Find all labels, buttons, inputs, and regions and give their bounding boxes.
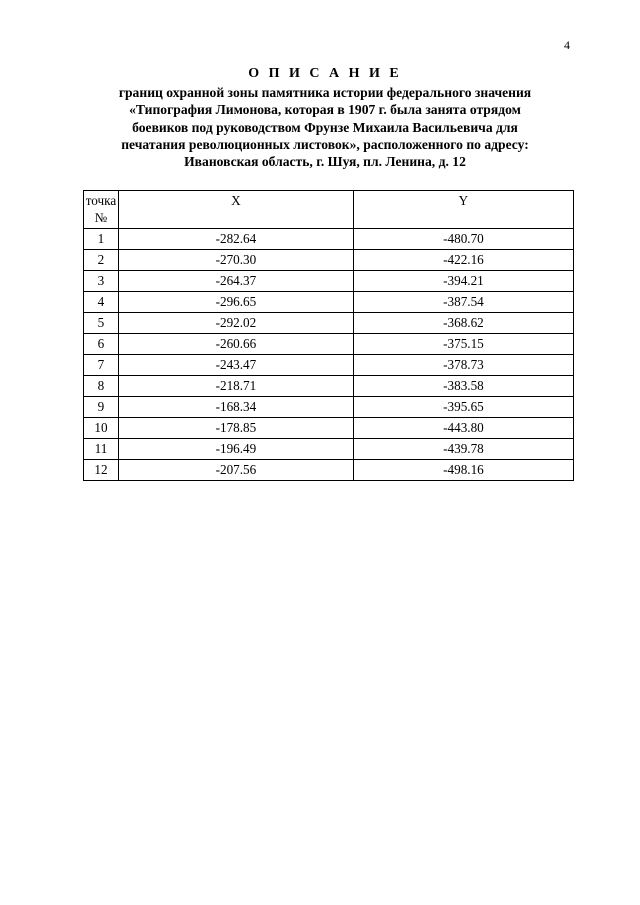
x-cell: -168.34 (118, 397, 353, 418)
point-cell: 5 (84, 313, 119, 334)
point-cell: 4 (84, 292, 119, 313)
y-cell: -480.70 (353, 229, 573, 250)
y-cell: -395.65 (353, 397, 573, 418)
table-row (84, 439, 574, 460)
point-cell: 6 (84, 334, 119, 355)
table-row (84, 271, 574, 292)
document-title: О П И С А Н И Е (248, 66, 402, 81)
y-cell: -439.78 (353, 439, 573, 460)
heading-line: боевиков под руководством Фрунзе Михаила Васильевича для (132, 119, 518, 135)
point-cell: 3 (84, 271, 119, 292)
point-cell: 12 (84, 460, 119, 481)
point-cell: 7 (84, 355, 119, 376)
table-row (84, 376, 574, 397)
x-column-header: X (118, 191, 353, 229)
table-header-row (84, 191, 574, 229)
point-column-header (84, 191, 119, 229)
coordinates-table (83, 190, 574, 481)
y-cell: -394.21 (353, 271, 573, 292)
point-cell: 1 (84, 229, 119, 250)
point-cell: 8 (84, 376, 119, 397)
point-cell: 9 (84, 397, 119, 418)
x-cell: -207.56 (118, 460, 353, 481)
y-cell: -422.16 (353, 250, 573, 271)
x-cell: -260.66 (118, 334, 353, 355)
heading-line: границ охранной зоны памятника истории федерального значения (118, 85, 532, 101)
y-cell: -387.54 (353, 292, 573, 313)
table-row (84, 334, 574, 355)
point-cell: 10 (84, 418, 119, 439)
table-row (84, 355, 574, 376)
page-number: 4 (564, 38, 570, 52)
x-cell: -264.37 (118, 271, 353, 292)
table-row (84, 229, 574, 250)
document-heading (80, 65, 570, 170)
point-cell: 2 (84, 250, 119, 271)
heading-line: «Типография Лимонова, которая в 1907 г. была занята отрядом (129, 102, 521, 118)
y-cell: -498.16 (353, 460, 573, 481)
y-cell: -368.62 (353, 313, 573, 334)
x-cell: -178.85 (118, 418, 353, 439)
x-cell: -270.30 (118, 250, 353, 271)
y-cell: -383.58 (353, 376, 573, 397)
table-row (84, 397, 574, 418)
y-cell: -375.15 (353, 334, 573, 355)
point-header-label: точка (85, 193, 117, 208)
table-row (84, 418, 574, 439)
x-cell: -282.64 (118, 229, 353, 250)
table-row (84, 313, 574, 334)
x-cell: -296.65 (118, 292, 353, 313)
y-cell: -443.80 (353, 418, 573, 439)
point-cell: 11 (84, 439, 119, 460)
point-header-number-sign: № (94, 210, 108, 225)
table-row (84, 292, 574, 313)
heading-line: Ивановская область, г. Шуя, пл. Ленина, д. 12 (184, 154, 466, 170)
y-column-header: Y (353, 191, 573, 229)
x-cell: -218.71 (118, 376, 353, 397)
table-row (84, 460, 574, 481)
x-cell: -292.02 (118, 313, 353, 334)
x-cell: -196.49 (118, 439, 353, 460)
heading-line: печатания революционных листовок», расположенного по адресу: (121, 136, 529, 152)
y-cell: -378.73 (353, 355, 573, 376)
table-row (84, 250, 574, 271)
coordinates-table-body (84, 229, 574, 481)
x-cell: -243.47 (118, 355, 353, 376)
